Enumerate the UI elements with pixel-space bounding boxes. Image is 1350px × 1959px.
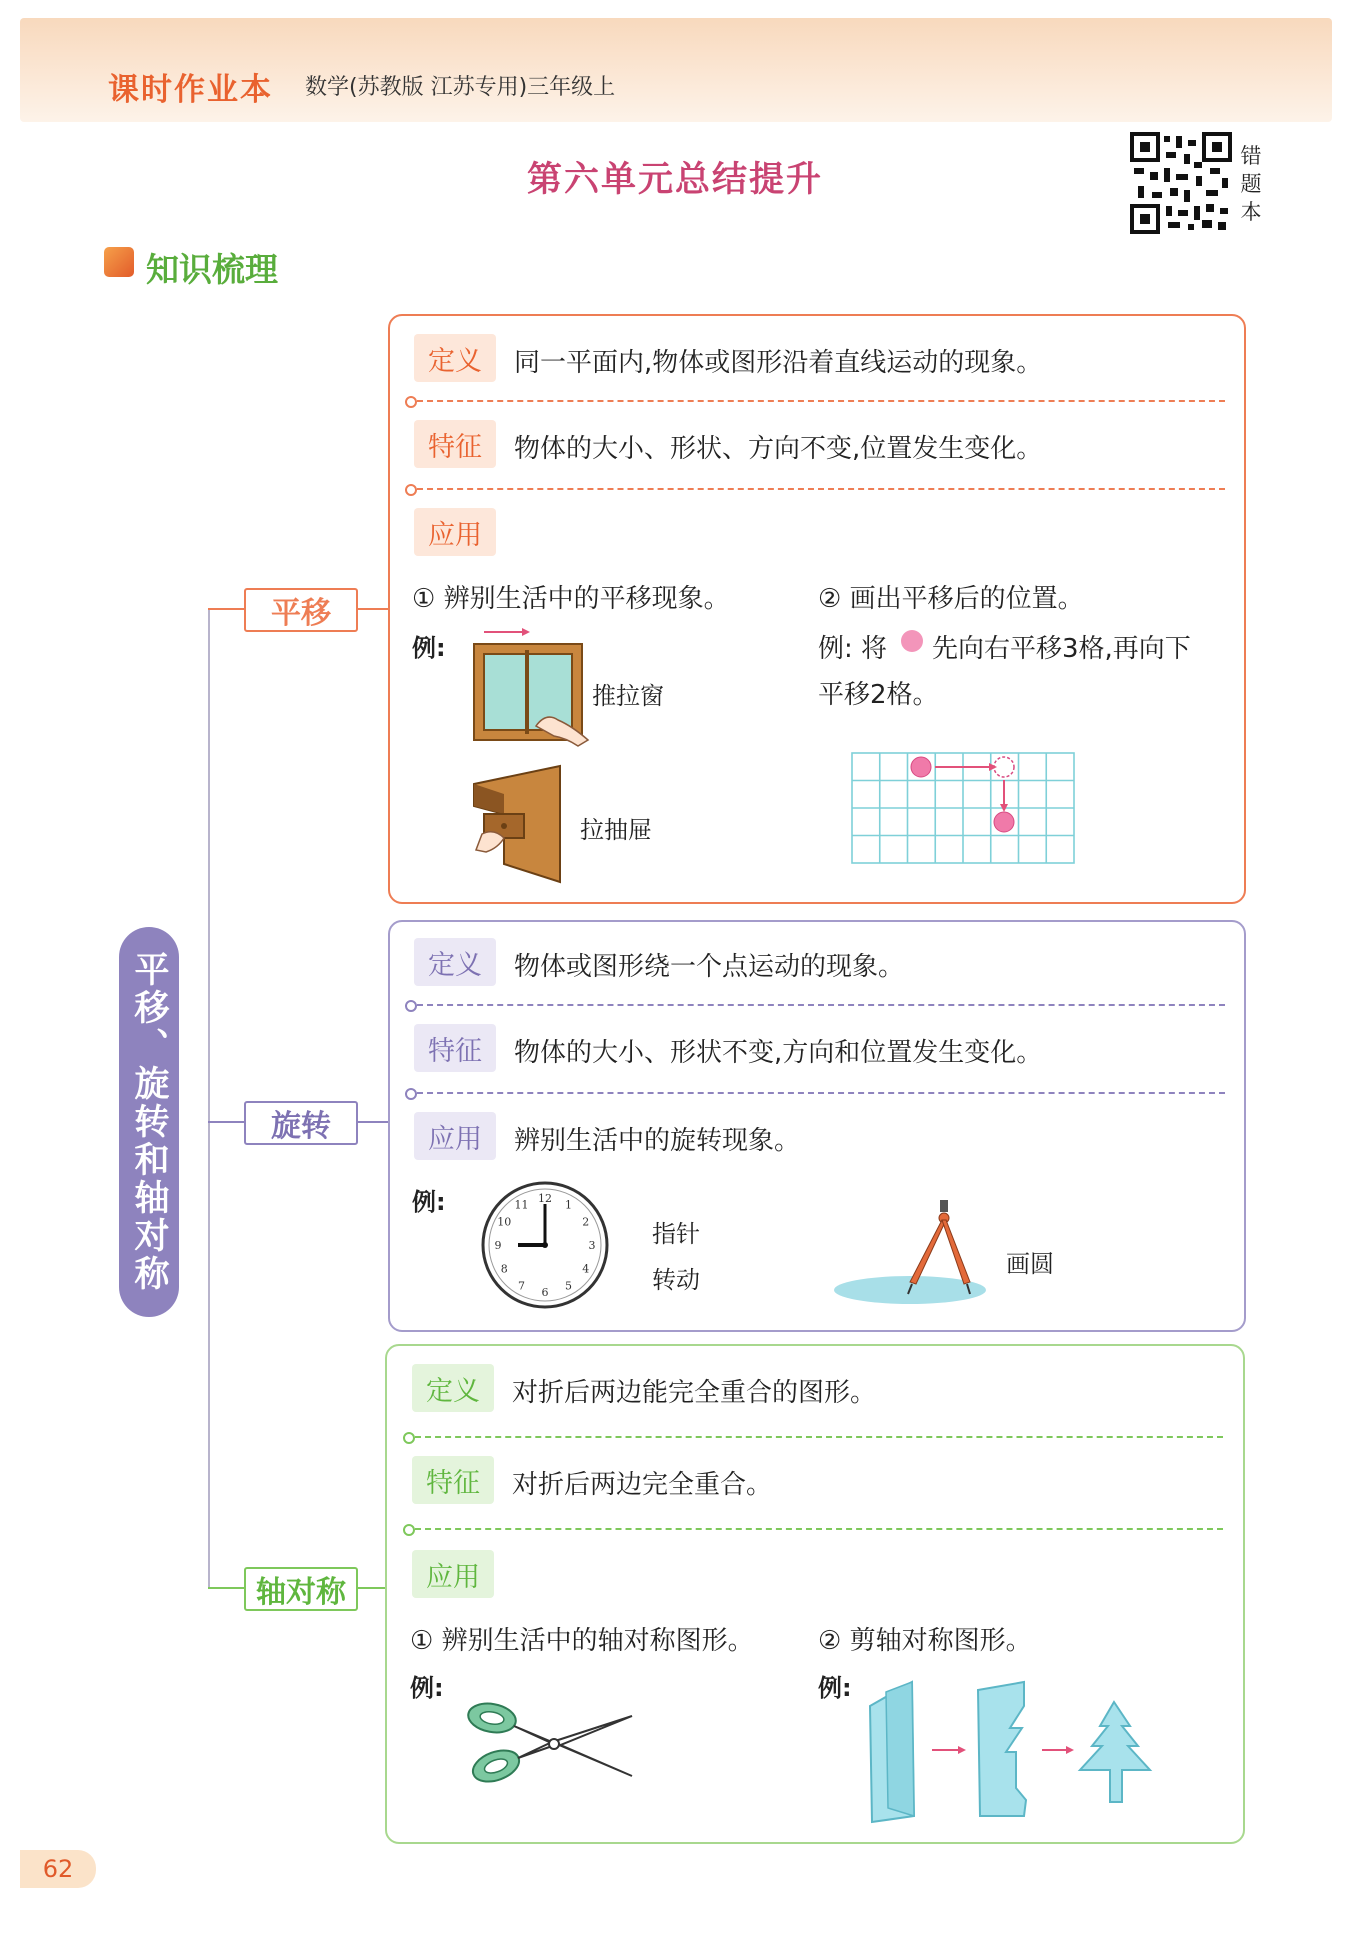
pink-circle-icon <box>901 630 923 652</box>
branch-line-translation <box>208 608 244 610</box>
divider-dot <box>405 1000 417 1012</box>
node-symmetry: 轴对称 <box>244 1567 358 1611</box>
clock-number: 4 <box>582 1262 590 1276</box>
clock-number: 6 <box>541 1286 549 1299</box>
node-rotation: 旋转 <box>244 1101 358 1145</box>
translation-app-tag: 应用 <box>414 508 496 556</box>
branch-connector-rotation <box>356 1121 390 1123</box>
symmetry-app2: ② 剪轴对称图形。 <box>818 1626 1032 1656</box>
divider <box>417 400 1225 402</box>
translation-grid <box>851 752 1075 864</box>
translation-example2-line2: 平移2格。 <box>818 680 939 710</box>
node-translation: 平移 <box>244 588 358 632</box>
caption-window: 推拉窗 <box>592 682 664 710</box>
page-number: 62 <box>20 1850 96 1888</box>
rotation-def-text: 物体或图形绕一个点运动的现象。 <box>514 952 905 982</box>
translation-app2: ② 画出平移后的位置。 <box>818 584 1084 614</box>
caption-clock-1: 指针 <box>652 1220 700 1248</box>
trunk-line <box>208 608 210 1588</box>
divider-dot <box>405 1088 417 1100</box>
divider-dot <box>405 396 417 408</box>
section-heading: 知识梳理 <box>146 250 278 289</box>
divider <box>415 1528 1223 1530</box>
qr-code-icon[interactable] <box>1130 132 1232 234</box>
symmetry-example-label: 例: <box>410 1674 444 1702</box>
clock-number: 11 <box>514 1198 529 1212</box>
caption-compass: 画圆 <box>1006 1250 1054 1278</box>
rotation-feat-text: 物体的大小、形状不变,方向和位置发生变化。 <box>514 1038 1043 1068</box>
rotation-app-tag: 应用 <box>414 1112 496 1160</box>
qr-label: 错题本 <box>1240 144 1262 224</box>
root-topic: 平移、旋转和轴对称 <box>119 927 179 1317</box>
paper-cutting-illustration <box>866 1676 1166 1824</box>
caption-clock-2: 转动 <box>652 1266 700 1294</box>
sliding-window-illustration <box>470 626 592 748</box>
translation-example2-pre: 例: 将 <box>818 634 888 664</box>
divider-dot <box>403 1432 415 1444</box>
branch-line-symmetry <box>208 1587 244 1589</box>
translation-feat-tag: 特征 <box>414 420 496 468</box>
clock-number: 9 <box>494 1239 502 1252</box>
translation-example-label: 例: <box>412 634 446 662</box>
brand-title: 课时作业本 <box>108 72 273 108</box>
scissors-illustration <box>462 1696 636 1786</box>
caption-drawer: 拉抽屉 <box>580 816 652 844</box>
divider <box>415 1436 1223 1438</box>
symmetry-def-tag: 定义 <box>412 1364 494 1412</box>
symmetry-feat-tag: 特征 <box>412 1456 494 1504</box>
translation-feat-text: 物体的大小、形状、方向不变,位置发生变化。 <box>514 434 1043 464</box>
divider-dot <box>403 1524 415 1536</box>
divider <box>417 1004 1225 1006</box>
divider <box>417 1092 1225 1094</box>
divider-dot <box>405 484 417 496</box>
translation-def-text: 同一平面内,物体或图形沿着直线运动的现象。 <box>514 348 1043 378</box>
subject-subtitle: 数学(苏教版 江苏专用)三年级上 <box>305 75 616 100</box>
clock-number: 1 <box>565 1198 572 1212</box>
symmetry-example-label-2: 例: <box>818 1674 852 1702</box>
rotation-app-text: 辨别生活中的旋转现象。 <box>514 1126 801 1156</box>
branch-line-rotation <box>208 1121 244 1123</box>
symmetry-feat-text: 对折后两边完全重合。 <box>512 1470 773 1500</box>
clock-illustration <box>480 1180 610 1310</box>
clock-number: 2 <box>582 1215 590 1229</box>
rotation-example-label: 例: <box>412 1188 446 1216</box>
symmetry-app-tag: 应用 <box>412 1550 494 1598</box>
section-icon <box>104 247 134 277</box>
translation-app1: ① 辨别生活中的平移现象。 <box>412 584 730 614</box>
page-title: 第六单元总结提升 <box>526 160 823 200</box>
rotation-def-tag: 定义 <box>414 938 496 986</box>
clock-number: 5 <box>565 1279 572 1293</box>
divider <box>417 488 1225 490</box>
clock-number: 10 <box>497 1215 512 1229</box>
translation-def-tag: 定义 <box>414 334 496 382</box>
clock-number: 12 <box>538 1192 552 1205</box>
symmetry-app1: ① 辨别生活中的轴对称图形。 <box>410 1626 754 1656</box>
clock-number: 8 <box>500 1262 508 1276</box>
symmetry-def-text: 对折后两边能完全重合的图形。 <box>512 1378 877 1408</box>
compass-illustration <box>830 1196 990 1308</box>
drawer-illustration <box>470 764 566 884</box>
branch-connector-translation <box>356 608 390 610</box>
clock-number: 3 <box>588 1239 596 1252</box>
rotation-feat-tag: 特征 <box>414 1024 496 1072</box>
translation-example2-post: 先向右平移3格,再向下 <box>932 634 1191 664</box>
clock-number: 7 <box>518 1279 525 1293</box>
